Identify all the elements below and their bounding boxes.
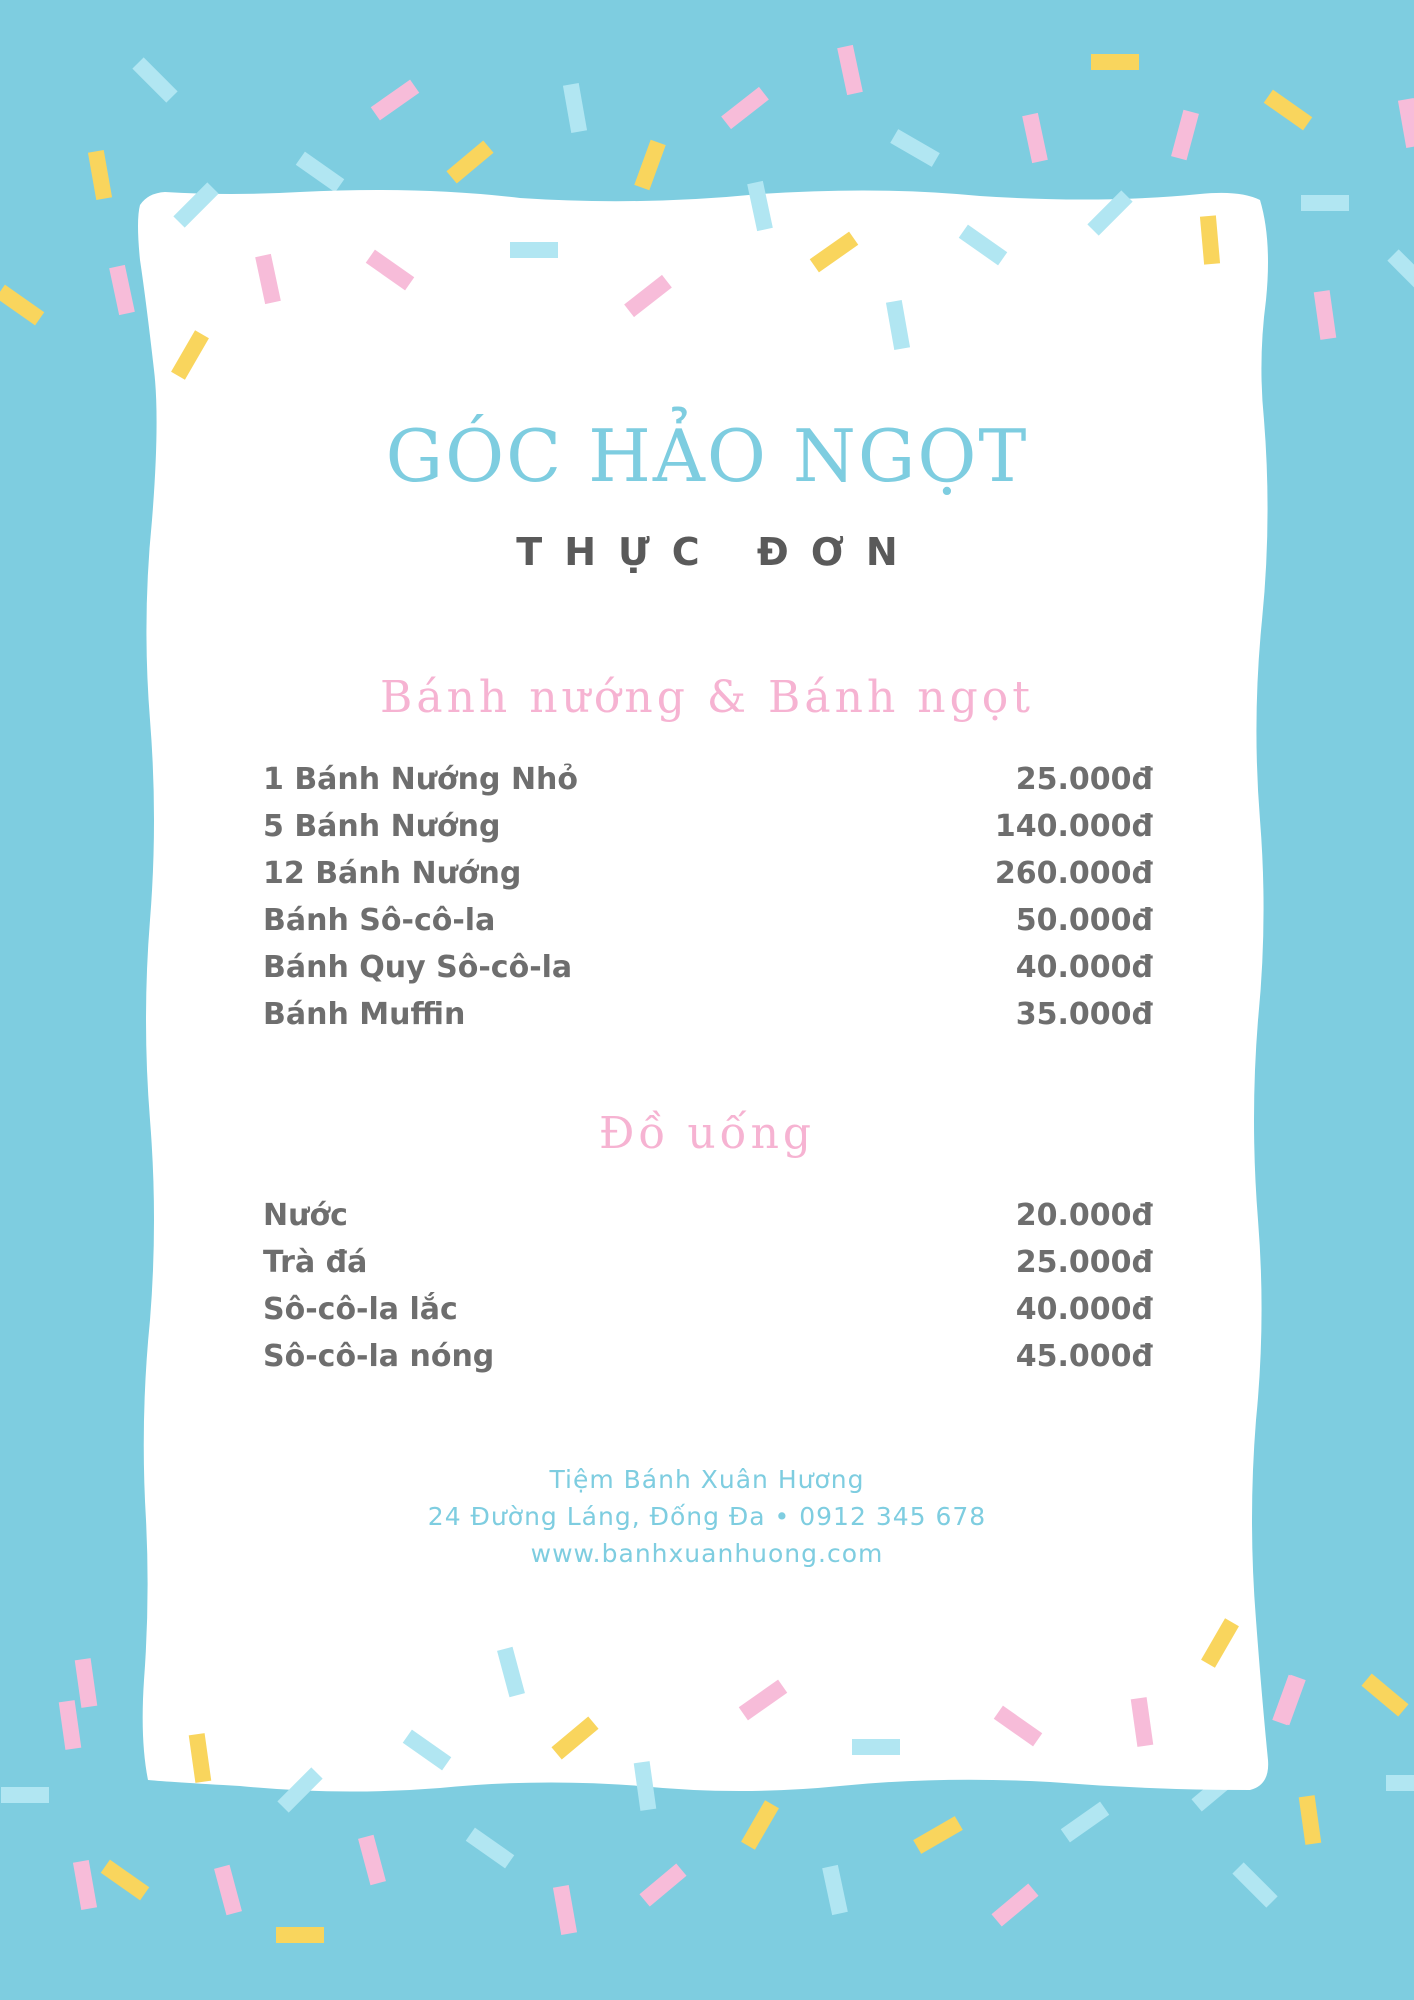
item-price: 260.000đ [994,856,1153,891]
section-title-drinks: Đồ uống [598,1108,816,1159]
item-price: 35.000đ [1015,997,1153,1032]
item-name: 5 Bánh Nướng [263,809,501,844]
menu-item [263,1239,1153,1286]
item-name: Sô-cô-la nóng [263,1339,495,1374]
item-name: Nước [263,1198,348,1233]
item-price: 50.000đ [1015,903,1153,938]
item-price: 20.000đ [1015,1198,1153,1233]
item-name: Bánh Quy Sô-cô-la [263,950,573,985]
menu-item [263,850,1153,897]
item-price: 40.000đ [1015,1292,1153,1327]
bakery-item-list [263,756,1153,1038]
menu-item [263,1333,1153,1380]
menu-subtitle: THỰC ĐƠN [516,530,920,574]
item-price: 25.000đ [1015,762,1153,797]
footer-website: www.banhxuanhuong.com [530,1539,884,1568]
item-price: 140.000đ [994,809,1153,844]
footer [0,1461,1414,1572]
item-name: Bánh Muffin [263,997,466,1032]
menu-title: GÓC HẢO NGỌT [385,414,1029,498]
menu-item [263,991,1153,1038]
menu-item [263,1286,1153,1333]
drinks-item-list [263,1192,1153,1380]
menu-item [263,897,1153,944]
menu-item [263,944,1153,991]
item-name: 12 Bánh Nướng [263,856,522,891]
item-price: 40.000đ [1015,950,1153,985]
menu-item [263,1192,1153,1239]
menu-item [263,756,1153,803]
item-name: Sô-cô-la lắc [263,1292,458,1327]
footer-shop-name: Tiệm Bánh Xuân Hương [549,1465,865,1494]
section-title-bakery: Bánh nướng & Bánh ngọt [380,672,1034,723]
item-name: Trà đá [263,1245,368,1280]
footer-address-phone: 24 Đường Láng, Đống Đa • 0912 345 678 [427,1502,987,1531]
item-price: 25.000đ [1015,1245,1153,1280]
menu-item [263,803,1153,850]
item-name: 1 Bánh Nướng Nhỏ [263,762,579,797]
item-name: Bánh Sô-cô-la [263,903,496,938]
item-price: 45.000đ [1015,1339,1153,1374]
